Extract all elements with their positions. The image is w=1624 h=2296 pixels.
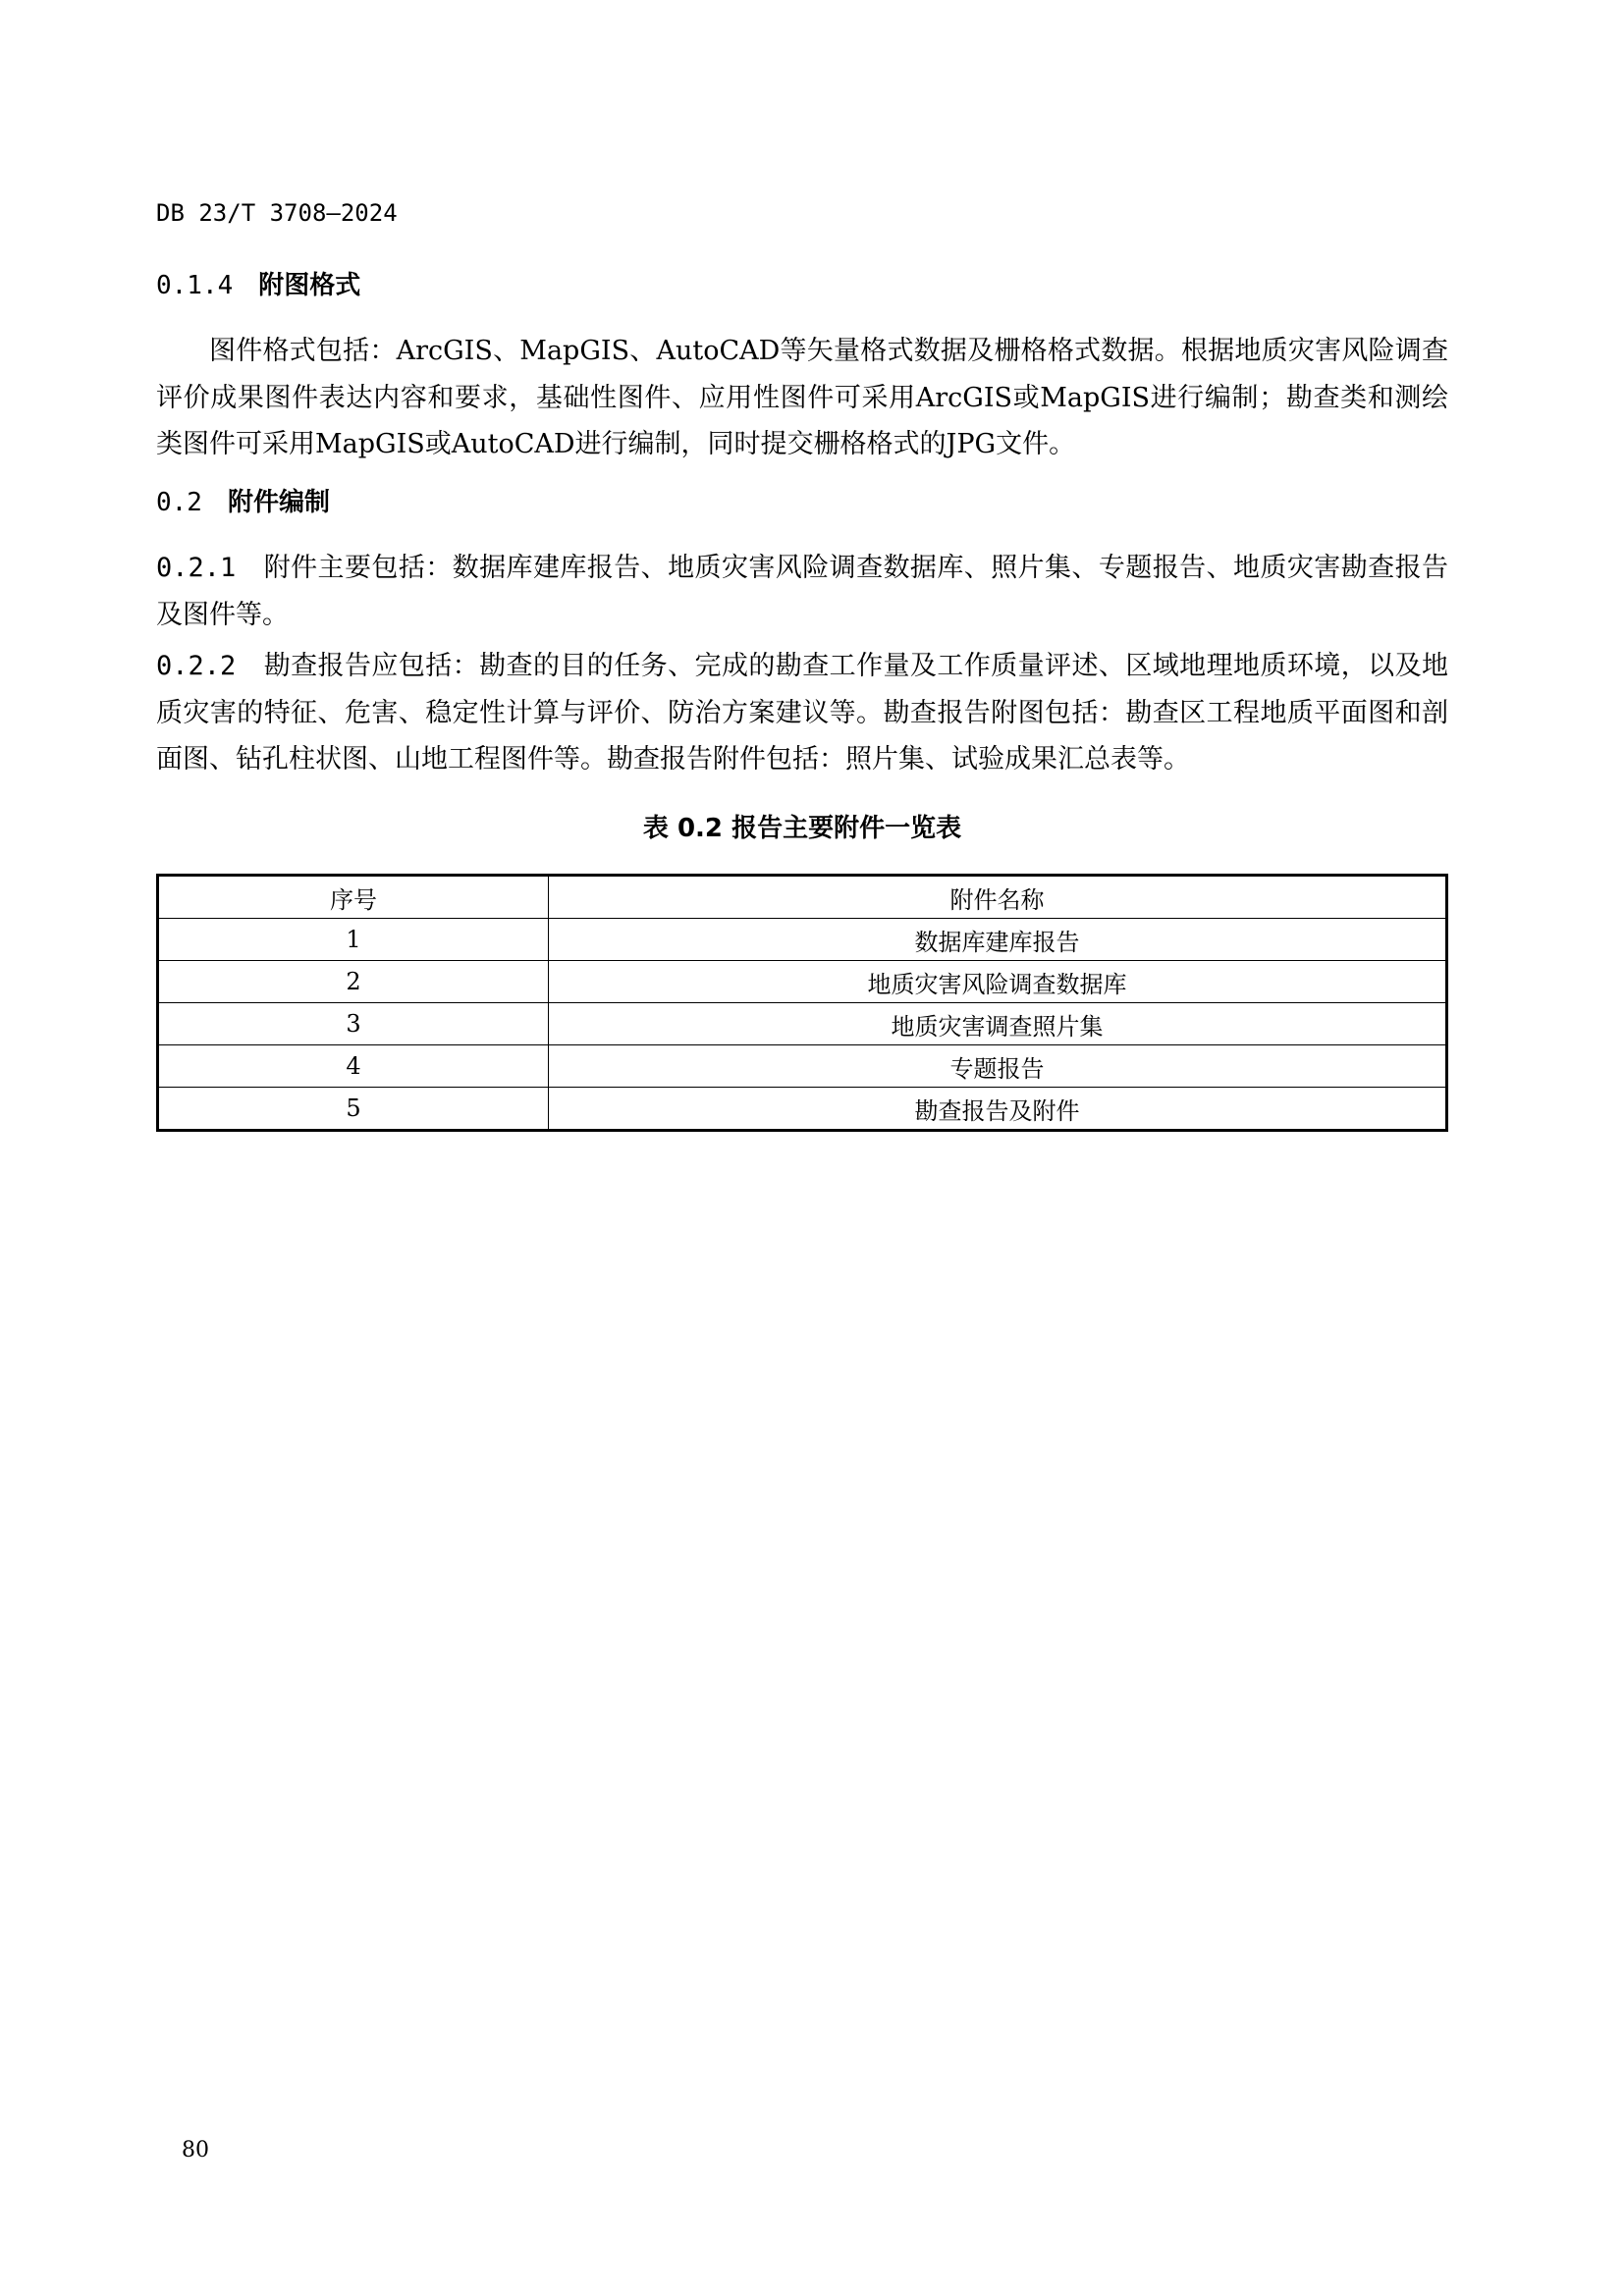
row-seq: 4: [158, 1045, 549, 1088]
row-annex-name: 地质灾害风险调查数据库: [549, 961, 1447, 1003]
row-annex-name: 专题报告: [549, 1045, 1447, 1088]
clause-number: 0.2.1: [156, 553, 237, 583]
row-seq: 1: [158, 919, 549, 961]
section-title: 附图格式: [258, 271, 361, 300]
row-seq: 5: [158, 1088, 549, 1131]
table-row: [158, 1003, 1447, 1045]
page-number: 80: [182, 2138, 209, 2163]
section-heading-0-2: [156, 485, 330, 520]
clause-number: 0.2.2: [156, 651, 237, 681]
table-row: [158, 919, 1447, 961]
header-seq: 序号: [158, 876, 549, 919]
table-row: [158, 961, 1447, 1003]
row-seq: 2: [158, 961, 549, 1003]
clause-text: 勘查报告应包括：勘查的目的任务、完成的勘查工作量及工作质量评述、区域地理地质环境，以及地质灾害的特征、危害、稳定性计算与评价、防治方案建议等。勘查报告附图包括：勘查区工程地质平面图和剖面图、钻孔柱状图、山地工程图件等。勘查报告附件包括：照片集、试验成果汇总表等。: [156, 651, 1448, 774]
clause-0-2-1: [156, 545, 1448, 638]
header-annex-name: 附件名称: [549, 876, 1447, 919]
clause-0-2-2: [156, 643, 1448, 783]
row-seq: 3: [158, 1003, 549, 1045]
document-code: DB 23/T 3708—2024: [156, 199, 398, 227]
row-annex-name: 数据库建库报告: [549, 919, 1447, 961]
section-number: 0.1.4: [156, 271, 234, 300]
section-0-1-4-paragraph: 图件格式包括：ArcGIS、MapGIS、AutoCAD等矢量格式数据及栅格格式数据。根据地质灾害风险调查评价成果图件表达内容和要求，基础性图件、应用性图件可采用ArcGIS或MapGIS进行编制；勘查类和测绘类图件可采用MapGIS或AutoCAD进行编制，同时提交栅格格式的JPG文件。: [156, 336, 1448, 459]
annex-table: [156, 874, 1448, 1132]
table-caption: 表 0.2 报告主要附件一览表: [642, 814, 962, 843]
row-annex-name: 勘查报告及附件: [549, 1088, 1447, 1131]
table-row: [158, 1088, 1447, 1131]
row-annex-name: 地质灾害调查照片集: [549, 1003, 1447, 1045]
table-row: [158, 1045, 1447, 1088]
section-title: 附件编制: [227, 488, 330, 517]
clause-text: 附件主要包括：数据库建库报告、地质灾害风险调查数据库、照片集、专题报告、地质灾害勘查报告及图件等。: [156, 553, 1448, 630]
table-header-row: [158, 876, 1447, 919]
section-number: 0.2: [156, 488, 202, 517]
section-heading-0-1-4: [156, 268, 360, 303]
